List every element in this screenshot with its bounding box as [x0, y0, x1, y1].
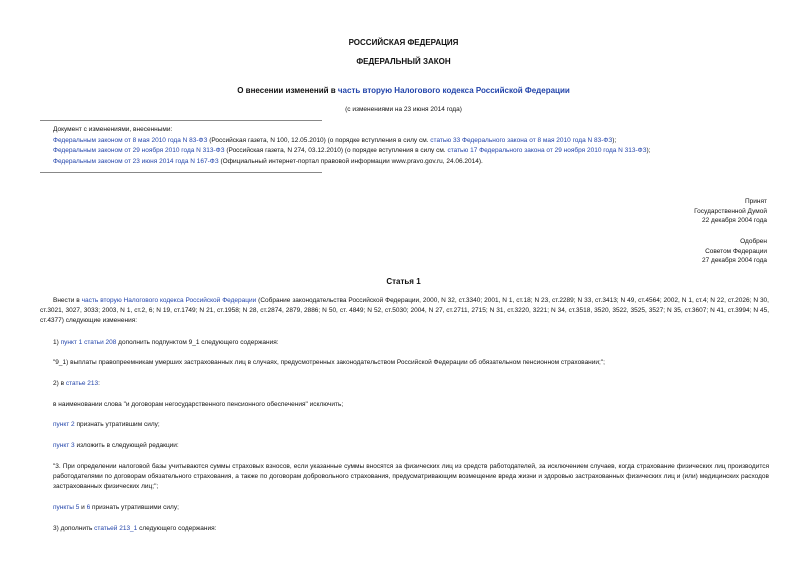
paragraph-9	[53, 524, 769, 534]
change-law-link[interactable]: Федеральным законом от 29 ноября 2010 года N 313-ФЗ	[53, 147, 225, 154]
p5-text: признать утратившим силу;	[74, 421, 160, 428]
law-title-prefix: О внесении изменений в	[237, 86, 338, 95]
council-approval	[702, 237, 767, 266]
p8-link[interactable]: пункты 5	[53, 504, 80, 511]
law-title	[0, 86, 807, 96]
p3-pre: 2) в	[53, 380, 66, 387]
intro-pre: Внести в	[53, 297, 82, 304]
change-text: (Российская газета, N 100, 12.05.2010) (о порядке вступления в силу см.	[207, 136, 431, 144]
paragraph-4: в наименовании слова "и договорам негосударственного пенсионного обеспечения" исключить;	[53, 401, 344, 408]
p6-text: изложить в следующей редакции:	[74, 442, 179, 449]
adoption-line: Принят	[744, 198, 767, 205]
change-item	[53, 157, 773, 168]
amendment-note: (с изменениями на 23 июня 2014 года)	[345, 106, 462, 113]
article-intro	[40, 296, 769, 327]
change-text: (Российская газета, N 274, 03.12.2010) (о порядке вступления в силу см.	[224, 147, 448, 154]
p3-text: :	[98, 380, 100, 387]
p1-text: дополнить подпунктом 9_1 следующего содержания:	[116, 339, 279, 346]
doc-type-heading: ФЕДЕРАЛЬНЫЙ ЗАКОН	[356, 57, 451, 66]
p1-pre: 1)	[53, 339, 61, 346]
law-title-link[interactable]: часть вторую Налогового кодекса Российской Федерации	[337, 86, 570, 95]
paragraph-1	[53, 338, 769, 348]
changes-intro: Документ с изменениями, внесенными:	[53, 126, 173, 133]
change-tail: );	[646, 147, 651, 154]
adoption-line: Государственной Думой	[694, 207, 767, 215]
paragraph-6	[53, 441, 769, 451]
divider-top	[40, 120, 322, 121]
p6-link[interactable]: пункт 3	[53, 442, 75, 449]
change-law-link[interactable]: Федеральным законом от 8 мая 2010 года N 83-ФЗ	[53, 136, 208, 144]
p8-text: признать утратившими силу;	[90, 504, 179, 511]
change-article-link[interactable]: статью 33 Федерального закона от 8 мая 2010 года N 83-ФЗ	[430, 136, 613, 144]
change-item	[53, 146, 773, 157]
paragraph-2: "9_1) выплаты правопреемникам умерших застрахованных лиц в случаях, предусмотренных законодательством Российской Федерации об обязательном пенсионном страховании;";	[53, 359, 605, 366]
paragraph-8	[53, 503, 769, 513]
change-tail: );	[612, 136, 617, 144]
paragraph-7: "3. При определении налоговой базы учитываются суммы страховых взносов, если указанные суммы вносятся за физических лиц из средств работодателей, за исключением случаев, когда страхование физических лиц производится работодателями по договорам обязательного страхования, а также по договорам добровольного страхования, предусматривающим возмещение вреда жизни и здоровью застрахованных физических лиц и (или) медицинских расходов застрахованных физических лиц;";	[53, 463, 769, 491]
p9-text: следующего содержания:	[137, 525, 217, 532]
changes-block	[53, 125, 773, 167]
change-item	[53, 136, 773, 147]
tax-code-link[interactable]: часть вторую Налогового кодекса Российской Федерации	[81, 297, 257, 304]
duma-adoption	[694, 197, 767, 226]
p3-link[interactable]: статье 213	[65, 380, 99, 387]
adoption-line: Одобрен	[740, 238, 767, 245]
intro-text: (Собрание законодательства Российской Федерации, 2000, N 32, ст.3340; 2001, N 1, ст.18; N 23, ст.2289; N 33, ст.3413; N 49, ст.4564; 2002, N 1, ст.4; N 22, ст.2026; N 30, ст.3021, 3027, 3033; 2003, N 1, ст.2, 6; N 19, ст.1749; N 21, ст.1958; N 28, ст.2874, 2879, 2886; N 50, ст. 4849; N 52, ст.5030; 2004, N 27, ст.2711, 2715; N 31, ст.3220, 3221; N 34, ст.3518, 3520, 3522, 3525, 3527; N 35, ст.3607; N 41, ст.3994; N 45, ст.4377) следующие изменения:	[40, 297, 769, 325]
p8-mid: и	[79, 504, 87, 511]
divider-bottom	[40, 172, 322, 173]
p8-link2[interactable]: 6	[86, 504, 91, 511]
p9-pre: 3) дополнить	[53, 525, 95, 532]
article-title: Статья 1	[386, 277, 421, 286]
adoption-line: Советом Федерации	[705, 247, 767, 255]
paragraph-3	[53, 379, 769, 389]
p1-link[interactable]: пункт 1 статьи 208	[60, 339, 117, 346]
adoption-line: 27 декабря 2004 года	[701, 257, 767, 264]
p5-link[interactable]: пункт 2	[53, 421, 75, 428]
p9-link[interactable]: статьей 213_1	[94, 525, 138, 532]
change-law-link[interactable]: Федеральным законом от 23 июня 2014 года N 167-ФЗ	[53, 157, 219, 165]
change-text: (Официальный интернет-портал правовой информации www.pravo.gov.ru, 24.06.2014).	[218, 157, 483, 165]
country-heading: РОССИЙСКАЯ ФЕДЕРАЦИЯ	[348, 38, 459, 47]
adoption-line: 22 декабря 2004 года	[701, 217, 767, 224]
change-article-link[interactable]: статью 17 Федерального закона от 29 ноября 2010 года N 313-ФЗ	[447, 147, 647, 154]
paragraph-5	[53, 420, 769, 430]
